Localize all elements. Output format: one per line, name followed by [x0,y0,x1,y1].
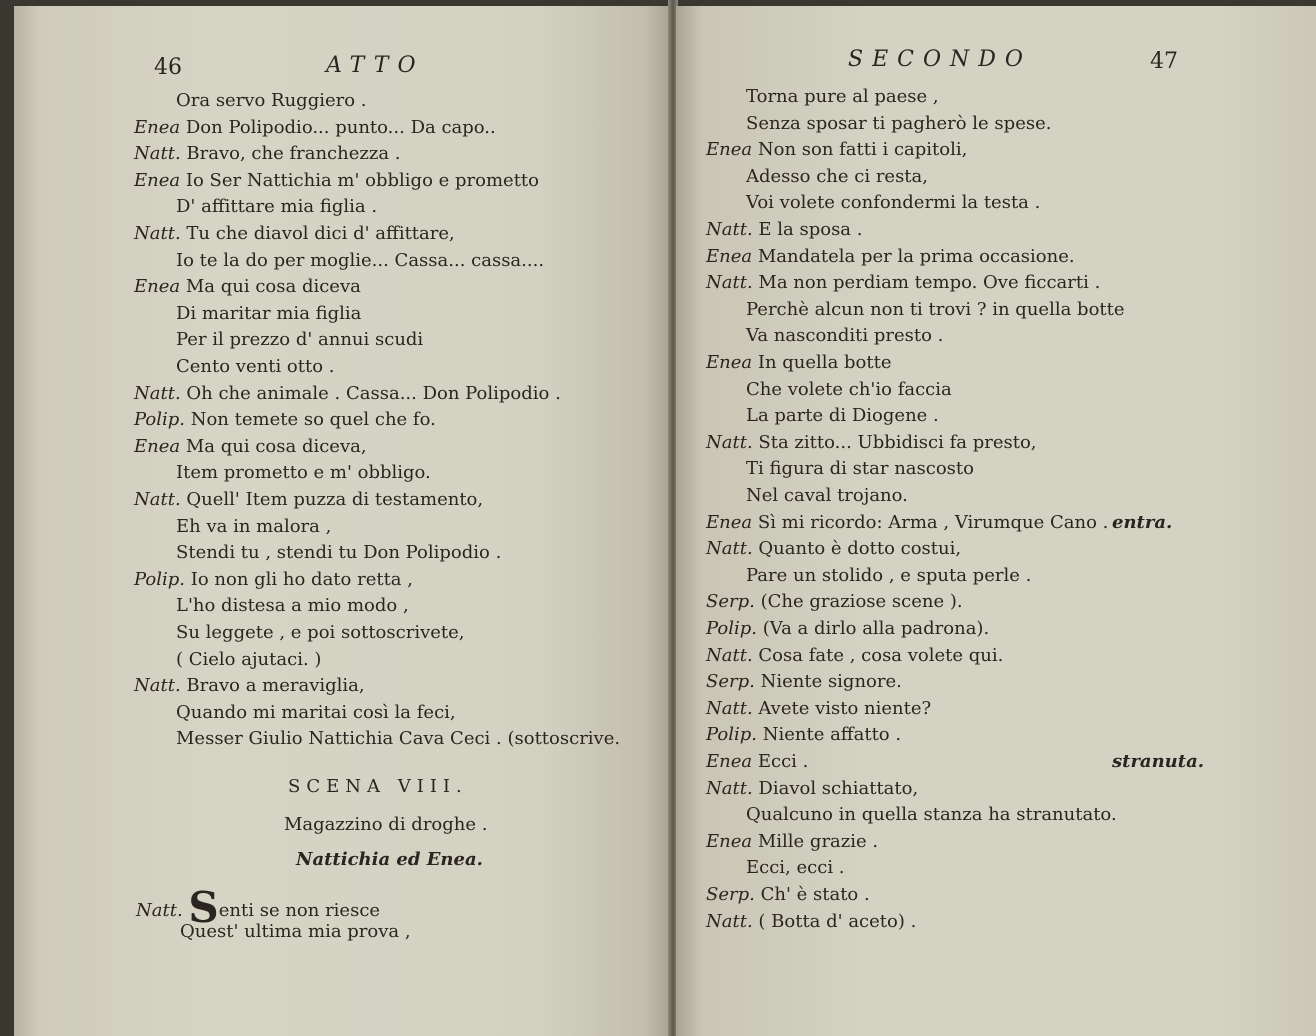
dialogue-text: Io te la do per moglie... Cassa... cassa.... [176,249,545,271]
dialogue-line [706,247,1075,267]
dialogue-text: Torna pure al paese , [746,86,939,107]
final-dialogue-line [136,883,381,932]
dialogue-line [176,463,431,483]
dialogue-line [706,592,963,612]
dialogue-line [746,406,939,426]
dialogue-line [706,725,901,745]
speaker-name: Natt. [134,675,181,697]
speaker-name: Serp. [706,671,755,693]
speaker-name: Polip. [706,724,757,746]
dialogue-text: Nel caval trojano. [746,485,908,506]
dialogue-line [706,832,878,852]
dialogue-text: Qualcuno in quella stanza ha stranutato. [746,804,1117,826]
right-running-head: SECONDO [848,47,1032,72]
dialogue-text: Bravo a meraviglia, [186,675,365,697]
scene-characters: Nattichia ed Enea. [296,849,483,870]
dialogue-line [746,459,974,479]
dialogue-text: ( Cielo ajutaci. ) [176,648,322,670]
dialogue-line [746,193,1040,213]
dialogue-text: L'ho distesa a mio modo , [176,595,409,617]
dialogue-text: Senza sposar ti pagherò le spese. [746,112,1052,134]
dialogue-line [134,437,367,457]
dialogue-line [176,304,361,324]
dialogue-text: Ma qui cosa diceva, [185,435,367,457]
dialogue-text: Io non gli ho dato retta , [190,568,413,590]
stage-direction: stranuta. [1112,751,1205,772]
dialogue-line [746,858,845,878]
dialogue-text: Niente affatto . [762,724,902,746]
speaker-name: Polip. [134,568,185,590]
dialogue-line [176,517,331,537]
dialogue-text: Sta zitto... Ubbidisci fa presto, [758,431,1037,453]
dialogue-line [706,220,863,240]
dialogue-text: Tu che diavol dici d' affittare, [186,223,455,244]
dialogue-text: In quella botte [757,352,892,373]
dialogue-text: Cento venti otto . [176,356,335,377]
dialogue-line [706,140,967,160]
dialogue-line [746,486,908,506]
speaker-name: Natt. [706,272,753,294]
dialogue-line [176,703,456,723]
speaker-name: Enea [706,352,753,373]
dialogue-text: (Va a dirlo alla padrona). [762,618,990,639]
dialogue-line [746,380,952,400]
dialogue-line [134,171,539,191]
dialogue-text: Che volete ch'io faccia [746,378,952,400]
speaker-name: Enea [706,245,753,267]
dialogue-line [706,353,892,373]
dialogue-line [706,672,902,692]
dialogue-text: Don Polipodio... punto... Da capo.. [185,116,496,138]
dialogue-text: (Che graziose scene ). [760,591,963,613]
dialogue-text: Item prometto e m' obbligo. [176,462,431,484]
dialogue-line [706,885,870,905]
dialogue-line [706,539,961,559]
dialogue-text: Diavol schiattato, [758,777,919,799]
speaker-name: Natt. [706,644,753,666]
dialogue-line [176,197,377,217]
dialogue-text: enti se non riesce [218,900,381,921]
speaker-name: Natt. [706,777,753,799]
dialogue-text: Messer Giulio Nattichia Cava Ceci . (sottoscrive. [176,728,621,750]
dialogue-line [134,224,455,244]
dialogue-line [134,384,561,404]
dialogue-line [134,118,496,138]
speaker-name: Serp. [706,884,755,905]
dialogue-line [706,433,1037,453]
speaker-name: Enea [134,276,181,298]
dialogue-text: Ma qui cosa diceva [185,276,361,298]
speaker-name: Natt. [134,489,181,510]
dialogue-text: Niente signore. [760,671,902,693]
dialogue-text: Non temete so quel che fo. [190,409,436,431]
speaker-name: Natt. [136,900,183,921]
dialogue-text: Stendi tu , stendi tu Don Polipodio . [176,542,502,564]
dialogue-line [134,570,413,590]
dialogue-text: Perchè alcun non ti trovi ? in quella botte [746,298,1125,320]
dialogue-line [706,912,916,932]
speaker-name: Natt. [706,910,753,932]
dialogue-line [134,410,436,430]
dialogue-line [176,650,321,670]
dialogue-line [746,300,1125,320]
dialogue-text: Quell' Item puzza di testamento, [186,489,484,510]
dialogue-text: Ma non perdiam tempo. Ove ficcarti . [758,272,1101,294]
dialogue-text: Quando mi maritai così la feci, [176,701,456,723]
left-running-head: ATTO [326,53,425,78]
dialogue-text: Di maritar mia figlia [176,302,362,324]
dialogue-line [746,326,943,346]
dialogue-line [706,619,989,639]
dialogue-line [176,91,367,111]
dialogue-line [706,779,918,799]
scene-heading: SCENA VIII. [288,776,468,797]
speaker-name: Enea [134,169,181,191]
speaker-name: Enea [706,511,753,533]
dialogue-text: E la sposa . [758,219,863,240]
dialogue-text: Bravo, che franchezza . [186,143,401,165]
speaker-name: Serp. [706,591,755,613]
dialogue-line [134,144,401,164]
dialogue-text: D' affittare mia figlia . [176,196,378,218]
dialogue-text: Su leggete , e poi sottoscrivete, [176,622,465,643]
dialogue-text: Sì mi ricordo: Arma , Virumque Cano . [757,511,1109,533]
dialogue-text: La parte di Diogene . [746,405,939,427]
dialogue-line [706,273,1100,293]
dialogue-text: Per il prezzo d' annui scudi [176,329,424,351]
dialogue-text: Pare un stolido , e sputa perle . [746,564,1032,586]
speaker-name: Natt. [134,143,181,165]
dialogue-line [746,566,1031,586]
dialogue-text: Voi volete confondermi la testa . [746,192,1041,214]
dialogue-line [176,623,465,643]
dialogue-text: Adesso che ci resta, [746,165,928,187]
speaker-name: Natt. [706,431,753,453]
dialogue-text: Cosa fate , cosa volete qui. [758,644,1004,666]
speaker-name: Natt. [706,697,753,719]
dialogue-text: Io Ser Nattichia m' obbligo e prometto [185,169,540,191]
dialogue-text: Ecci . [757,751,809,772]
dialogue-text: ( Botta d' aceto) . [758,910,917,932]
dialogue-line [706,752,808,772]
dialogue-line [176,729,620,749]
dialogue-text: Oh che animale . Cassa... Don Polipodio . [186,382,561,404]
final-dialogue-line-2: Quest' ultima mia prova , [180,921,411,942]
speaker-name: Enea [134,435,181,457]
dialogue-line [176,596,409,616]
speaker-name: Natt. [706,538,753,560]
dialogue-line [746,87,939,107]
dialogue-text: Ora servo Ruggiero . [176,90,367,111]
dialogue-line [176,543,501,563]
speaker-name: Polip. [134,409,185,431]
dialogue-line [176,357,335,377]
dialogue-line [706,699,931,719]
dialogue-line [746,114,1051,134]
dialogue-line [176,330,423,350]
scene-setting: Magazzino di droghe . [284,814,488,835]
dialogue-text: Non son fatti i capitoli, [757,139,968,161]
dialogue-line [176,251,544,271]
left-page-number: 46 [154,55,182,80]
dialogue-text: Ch' è stato . [760,884,870,905]
dialogue-line [706,513,1108,533]
dialogue-text: Ti figura di star nascosto [746,458,974,480]
stage-direction: entra. [1112,511,1173,533]
speaker-name: Natt. [134,223,181,244]
speaker-name: Enea [706,139,753,161]
dialogue-line [134,277,361,297]
dialogue-text: Ecci, ecci . [746,857,845,879]
drop-cap: S [188,883,219,932]
dialogue-text: Mille grazie . [757,830,879,852]
speaker-name: Natt. [706,219,753,240]
dialogue-text: Eh va in malora , [176,515,332,537]
dialogue-line [134,676,365,696]
dialogue-text: Mandatela per la prima occasione. [757,245,1075,267]
right-page-number: 47 [1150,49,1178,74]
speaker-name: Polip. [706,618,757,639]
dialogue-line [134,490,483,510]
speaker-name: Enea [134,116,181,138]
dialogue-line [746,805,1117,825]
speaker-name: Enea [706,751,753,772]
dialogue-text: Avete visto niente? [758,697,932,719]
dialogue-text: Va nasconditi presto . [746,325,944,347]
speaker-name: Enea [706,830,753,852]
speaker-name: Natt. [134,382,181,404]
dialogue-text: Quanto è dotto costui, [758,538,962,560]
dialogue-line [706,646,1003,666]
dialogue-line [746,167,928,187]
